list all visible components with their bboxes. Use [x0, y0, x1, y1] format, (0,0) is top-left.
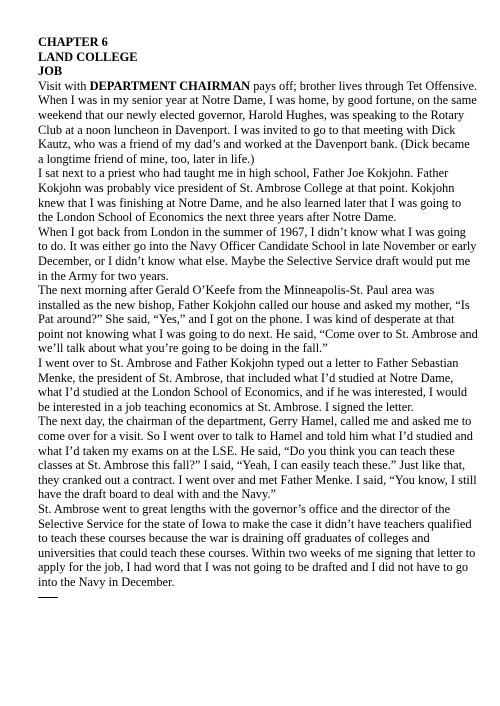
- body-paragraph-3: When I got back from London in the summer of 1967, I didn’t know what I was going to do. It was either go into the Navy Officer Candidate School in late November or early December, or I didn’t know what else. Maybe the Selective Service draft would put me in the Army for two years.: [38, 224, 477, 283]
- section-end-rule: [38, 597, 58, 598]
- chapter-summary: [38, 79, 478, 94]
- body-paragraph-6: The next day, the chairman of the department, Gerry Hamel, called me and asked me to come over for a visit. So I went over to talk to Hamel and told him what I’d studied and what I’d taken my exams on at the LSE. He said, “Do you think you can teach these classes at St. Ambrose this fall?” I said, “Yeah, I can easily teach these.” Just like that, they cranked out a contract. I went over and met Father Menke. I said, “You know, I still have the draft board to deal with and the Navy.”: [38, 414, 477, 502]
- body-paragraph-7: St. Ambrose went to great lengths with the governor’s office and the director of the Selective Service for the state of Iowa to make the case it didn’t have teachers qualified to teach these courses because the war is draining off graduates of colleges and universities that could teach these courses. Within two weeks of me signing that letter to apply for the job, I had word that I was not going to be drafted and I did not have to go into the Navy in December.: [38, 502, 476, 589]
- document-page: [38, 35, 478, 598]
- summary-text-after: pays off; brother lives through Tet Offensive.: [250, 78, 478, 93]
- body-paragraph-4: The next morning after Gerald O’Keefe from the Minneapolis-St. Paul area was installed as the new bishop, Father Kokjohn called our house and asked my mother, “Is Pat around?” She said, “Yes,” and I got on the phone. I was kind of desperate at that point not knowing what I was going to do next. He said, “Come over to St. Ambrose and we’ll talk about what you’re going to be doing in the fall.”: [38, 283, 478, 356]
- summary-text-before: Visit with: [38, 78, 90, 93]
- summary-bold-text: DEPARTMENT CHAIRMAN: [89, 78, 251, 93]
- body-paragraph-5: I went over to St. Ambrose and Father Kokjohn typed out a letter to Father Sebastian Menke, the president of St. Ambrose, that included what I’d studied at Notre Dame, what I’d studied at the London School of Economics, and if he was interested, I would be interested in a job teaching economics at St. Ambrose. I signed the letter.: [38, 356, 468, 414]
- chapter-number: CHAPTER 6: [38, 35, 108, 49]
- chapter-title: LAND COLLEGE: [38, 49, 138, 64]
- body-paragraph-1: When I was in my senior year at Notre Dame, I was home, by good fortune, on the same weekend that our newly elected governor, Harold Hughes, was speaking to the Rotary Club at a noon luncheon in Davenport. I was invited to go to that meeting with Dick Kautz, who was a friend of my dad’s and worked at the Davenport bank. (Dick became a longtime friend of mine, too, later in life.): [38, 93, 477, 166]
- body-paragraph-2: I sat next to a priest who had taught me in high school, Father Joe Kokjohn. Father Kokjohn was probably vice president of St. Ambrose College at that point. Kokjohn knew that I was finishing at Notre Dame, and he also learned later that I was going to the London School of Economics the next three years after Notre Dame.: [38, 166, 462, 225]
- chapter-subtitle: JOB: [38, 64, 63, 79]
